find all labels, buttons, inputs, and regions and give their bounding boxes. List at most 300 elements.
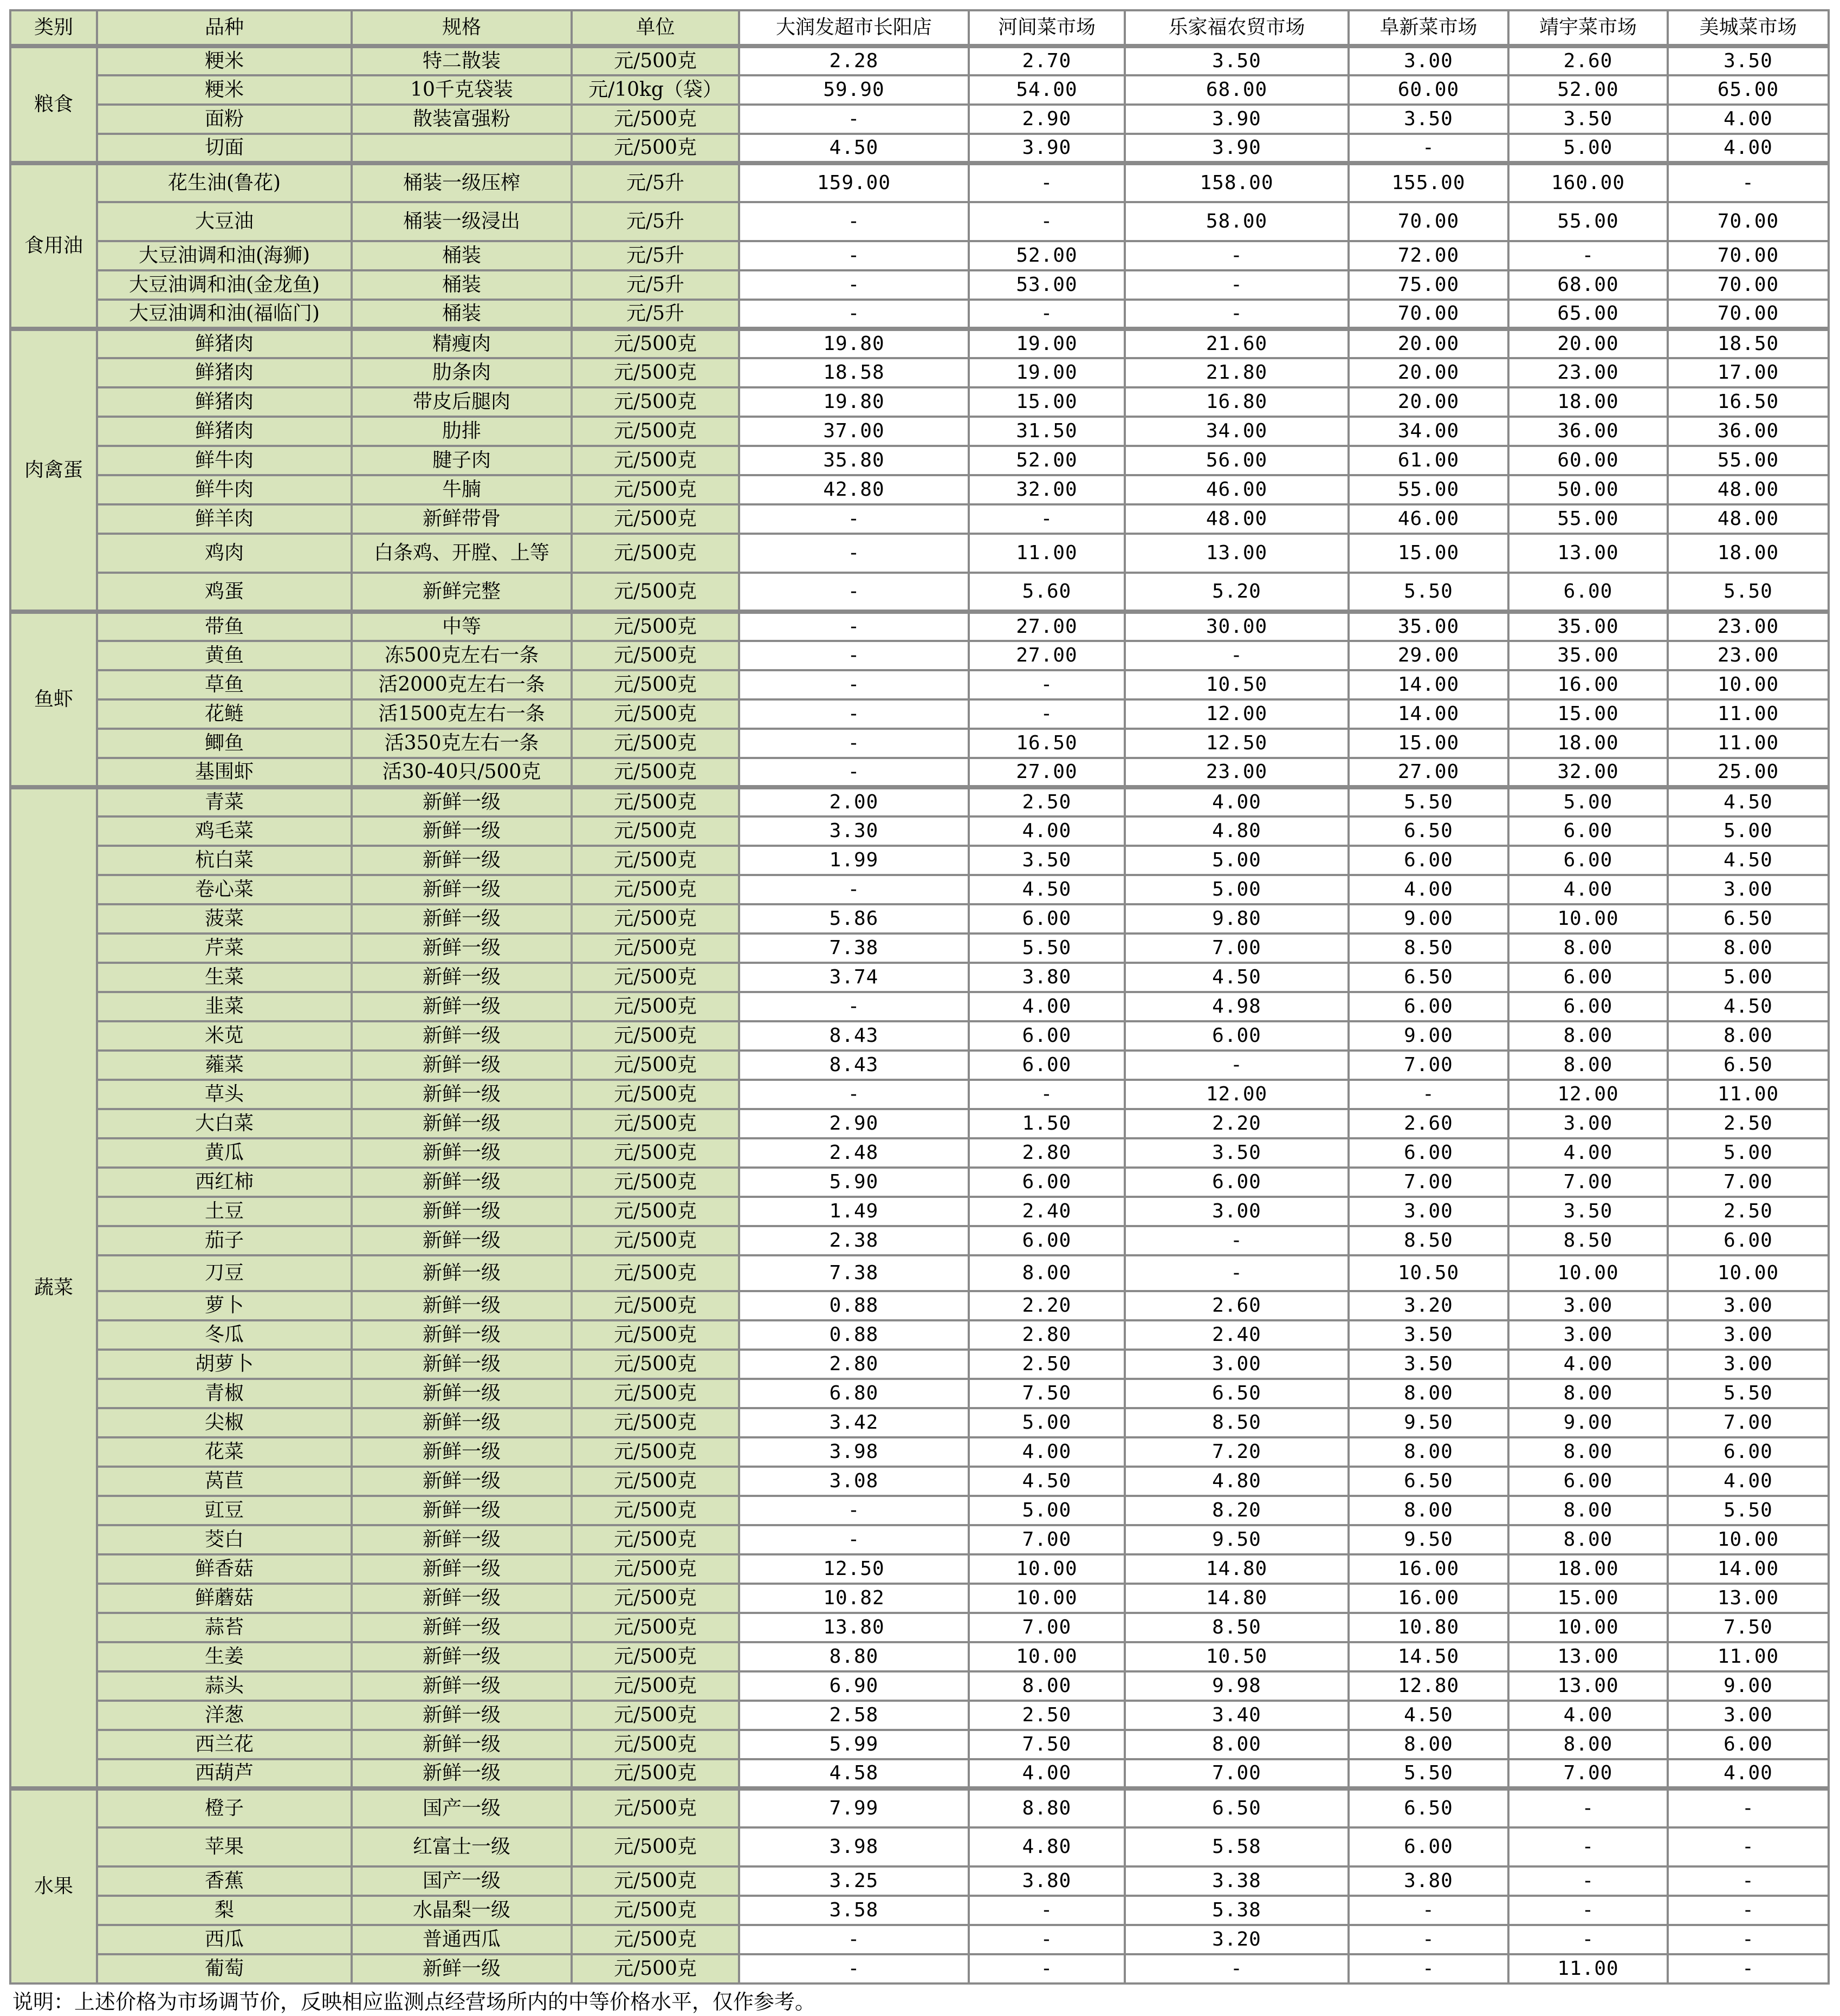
variety-cell: 生姜 <box>97 1642 352 1671</box>
price-cell: - <box>1508 1788 1668 1827</box>
price-cell: 3.74 <box>739 963 969 992</box>
header-market-jingyu: 靖宇菜市场 <box>1508 10 1668 46</box>
price-cell: - <box>1125 270 1349 300</box>
unit-cell: 元/500克 <box>572 934 739 963</box>
unit-cell: 元/500克 <box>572 1730 739 1759</box>
variety-cell: 带鱼 <box>97 612 352 641</box>
price-cell: 4.00 <box>1349 875 1508 904</box>
header-row <box>10 10 1829 46</box>
price-cell: - <box>1125 1226 1349 1255</box>
variety-cell: 葡萄 <box>97 1954 352 1983</box>
price-cell: 3.00 <box>1668 1291 1829 1320</box>
unit-cell: 元/500克 <box>572 1379 739 1408</box>
price-cell: 46.00 <box>1349 504 1508 534</box>
unit-cell: 元/500克 <box>572 1701 739 1730</box>
price-cell: 3.42 <box>739 1408 969 1437</box>
price-cell: 6.00 <box>969 1168 1125 1197</box>
spec-cell: 新鲜一级 <box>352 963 572 992</box>
price-cell: 8.50 <box>1349 1226 1508 1255</box>
table-row <box>10 1730 1829 1759</box>
price-cell: 10.82 <box>739 1584 969 1613</box>
variety-cell: 粳米 <box>97 46 352 75</box>
table-row <box>10 1320 1829 1350</box>
price-cell: 68.00 <box>1508 270 1668 300</box>
table-row <box>10 163 1829 202</box>
price-cell: 1.49 <box>739 1197 969 1226</box>
price-cell: 70.00 <box>1668 241 1829 270</box>
table-row <box>10 612 1829 641</box>
table-row <box>10 1080 1829 1109</box>
price-cell: 23.00 <box>1668 612 1829 641</box>
price-cell: 58.00 <box>1125 202 1349 241</box>
price-cell: - <box>1349 134 1508 163</box>
price-cell: 2.50 <box>969 1350 1125 1379</box>
price-cell: 4.50 <box>969 1467 1125 1496</box>
price-cell: 8.00 <box>1668 934 1829 963</box>
price-cell: 16.50 <box>1668 387 1829 417</box>
unit-cell: 元/500克 <box>572 1350 739 1379</box>
price-cell: 8.80 <box>969 1788 1125 1827</box>
price-cell: 11.00 <box>1668 699 1829 729</box>
price-cell: 6.00 <box>1508 846 1668 875</box>
price-cell: - <box>969 1925 1125 1954</box>
price-cell: 3.50 <box>1349 105 1508 134</box>
price-cell: 3.50 <box>1125 46 1349 75</box>
price-cell: 10.50 <box>1125 1642 1349 1671</box>
unit-cell: 元/500克 <box>572 1320 739 1350</box>
price-cell: 10.00 <box>969 1554 1125 1584</box>
spec-cell: 新鲜一级 <box>352 1525 572 1554</box>
price-cell: 7.00 <box>1125 1759 1349 1788</box>
price-cell: - <box>739 300 969 329</box>
price-cell: 6.50 <box>1668 904 1829 934</box>
price-cell: 9.00 <box>1349 904 1508 934</box>
variety-cell: 大豆油 <box>97 202 352 241</box>
price-cell: 8.50 <box>1125 1613 1349 1642</box>
variety-cell: 土豆 <box>97 1197 352 1226</box>
price-cell: 8.00 <box>1508 934 1668 963</box>
price-cell: 4.50 <box>1668 992 1829 1021</box>
price-cell: 18.50 <box>1668 329 1829 358</box>
table-row <box>10 846 1829 875</box>
price-cell: 5.58 <box>1125 1827 1349 1866</box>
price-cell: - <box>1125 300 1349 329</box>
price-cell: 16.00 <box>1349 1584 1508 1613</box>
variety-cell: 鲫鱼 <box>97 729 352 758</box>
unit-cell: 元/5升 <box>572 241 739 270</box>
table-row <box>10 1291 1829 1320</box>
unit-cell: 元/500克 <box>572 1496 739 1525</box>
unit-cell: 元/500克 <box>572 1866 739 1896</box>
variety-cell: 青菜 <box>97 787 352 816</box>
price-cell: 15.00 <box>1508 1584 1668 1613</box>
price-cell: - <box>1125 241 1349 270</box>
price-cell: - <box>969 300 1125 329</box>
table-row <box>10 1642 1829 1671</box>
price-cell: 8.00 <box>1508 1525 1668 1554</box>
price-cell: 6.00 <box>969 1226 1125 1255</box>
price-cell: 4.00 <box>1508 1701 1668 1730</box>
unit-cell: 元/500克 <box>572 504 739 534</box>
price-cell: 11.00 <box>1668 1080 1829 1109</box>
price-cell: 8.80 <box>739 1642 969 1671</box>
price-cell: 2.60 <box>1125 1291 1349 1320</box>
price-cell: 12.50 <box>739 1554 969 1584</box>
price-cell: 7.00 <box>1668 1408 1829 1437</box>
price-cell: - <box>1668 1896 1829 1925</box>
category-cell: 粮食 <box>10 46 97 163</box>
price-cell: 32.00 <box>969 475 1125 504</box>
spec-cell: 新鲜一级 <box>352 1613 572 1642</box>
unit-cell: 元/5升 <box>572 270 739 300</box>
price-cell: 10.00 <box>969 1584 1125 1613</box>
variety-cell: 鸡蛋 <box>97 573 352 612</box>
table-row <box>10 1954 1829 1983</box>
spec-cell: 桶装一级压榨 <box>352 163 572 202</box>
price-cell: 5.20 <box>1125 573 1349 612</box>
price-cell: - <box>969 202 1125 241</box>
price-cell: 7.00 <box>1125 934 1349 963</box>
table-row <box>10 787 1829 816</box>
price-cell: 56.00 <box>1125 446 1349 475</box>
price-cell: 6.00 <box>1125 1168 1349 1197</box>
spec-cell: 新鲜一级 <box>352 1320 572 1350</box>
spec-cell: 中等 <box>352 612 572 641</box>
price-cell: 0.88 <box>739 1291 969 1320</box>
price-cell: 52.00 <box>969 241 1125 270</box>
price-cell: 4.00 <box>1668 1759 1829 1788</box>
spec-cell: 新鲜一级 <box>352 846 572 875</box>
variety-cell: 草鱼 <box>97 670 352 699</box>
variety-cell: 茭白 <box>97 1525 352 1554</box>
price-cell: - <box>739 1496 969 1525</box>
unit-cell: 元/500克 <box>572 1584 739 1613</box>
unit-cell: 元/500克 <box>572 1291 739 1320</box>
variety-cell: 大豆油调和油(福临门) <box>97 300 352 329</box>
price-cell: 13.00 <box>1125 534 1349 573</box>
price-cell: 3.40 <box>1125 1701 1349 1730</box>
price-cell: 3.98 <box>739 1827 969 1866</box>
price-cell: - <box>1668 1788 1829 1827</box>
price-cell: 5.90 <box>739 1168 969 1197</box>
spec-cell: 新鲜一级 <box>352 1730 572 1759</box>
price-cell: 29.00 <box>1349 641 1508 670</box>
price-cell: 10.50 <box>1125 670 1349 699</box>
price-cell: 3.80 <box>969 963 1125 992</box>
price-cell: 8.00 <box>1349 1379 1508 1408</box>
variety-cell: 切面 <box>97 134 352 163</box>
unit-cell: 元/500克 <box>572 387 739 417</box>
spec-cell: 桶装 <box>352 300 572 329</box>
price-cell: 4.80 <box>1125 816 1349 846</box>
price-cell: 5.50 <box>1349 1759 1508 1788</box>
price-cell: 4.00 <box>969 1437 1125 1467</box>
price-cell: 9.50 <box>1125 1525 1349 1554</box>
category-cell: 食用油 <box>10 163 97 329</box>
table-row <box>10 1584 1829 1613</box>
unit-cell: 元/500克 <box>572 758 739 787</box>
price-cell: 3.58 <box>739 1896 969 1925</box>
price-cell: 12.80 <box>1349 1671 1508 1701</box>
price-cell: 14.00 <box>1349 670 1508 699</box>
price-cell: 3.98 <box>739 1437 969 1467</box>
spec-cell: 新鲜一级 <box>352 1496 572 1525</box>
price-cell: 10.00 <box>1508 1255 1668 1291</box>
spec-cell: 牛腩 <box>352 475 572 504</box>
price-cell: 13.00 <box>1508 1671 1668 1701</box>
price-cell: - <box>739 1925 969 1954</box>
table-row <box>10 1379 1829 1408</box>
spec-cell: 普通西瓜 <box>352 1925 572 1954</box>
unit-cell: 元/500克 <box>572 1671 739 1701</box>
price-cell: 2.38 <box>739 1226 969 1255</box>
unit-cell: 元/10kg（袋） <box>572 75 739 105</box>
variety-cell: 大豆油调和油(海狮) <box>97 241 352 270</box>
price-cell: - <box>1508 241 1668 270</box>
price-cell: 6.50 <box>1349 963 1508 992</box>
price-cell: - <box>1668 1827 1829 1866</box>
price-cell: 3.50 <box>1349 1350 1508 1379</box>
price-cell: 17.00 <box>1668 358 1829 387</box>
variety-cell: 黄瓜 <box>97 1138 352 1168</box>
spec-cell: 精瘦肉 <box>352 329 572 358</box>
price-cell: 8.00 <box>1668 1021 1829 1051</box>
price-cell: 7.99 <box>739 1788 969 1827</box>
price-cell: 5.86 <box>739 904 969 934</box>
category-cell: 鱼虾 <box>10 612 97 787</box>
variety-cell: 萝卜 <box>97 1291 352 1320</box>
price-cell: 20.00 <box>1349 358 1508 387</box>
table-row <box>10 670 1829 699</box>
price-cell: 48.00 <box>1125 504 1349 534</box>
header-market-darunfa: 大润发超市长阳店 <box>739 10 969 46</box>
table-row <box>10 816 1829 846</box>
price-cell: - <box>1508 1925 1668 1954</box>
price-cell: 8.50 <box>1349 934 1508 963</box>
price-cell: 3.30 <box>739 816 969 846</box>
price-cell: 75.00 <box>1349 270 1508 300</box>
price-cell: 3.00 <box>1349 46 1508 75</box>
price-cell: 8.20 <box>1125 1496 1349 1525</box>
price-cell: 3.50 <box>1349 1320 1508 1350</box>
spec-cell: 新鲜一级 <box>352 1379 572 1408</box>
price-cell: 6.50 <box>1668 1051 1829 1080</box>
price-cell: 4.00 <box>1668 134 1829 163</box>
variety-cell: 花生油(鲁花) <box>97 163 352 202</box>
spec-cell: 特二散装 <box>352 46 572 75</box>
price-cell: 9.50 <box>1349 1408 1508 1437</box>
table-row <box>10 1788 1829 1827</box>
price-cell: 37.00 <box>739 417 969 446</box>
price-cell: 4.00 <box>969 816 1125 846</box>
unit-cell: 元/500克 <box>572 1226 739 1255</box>
price-cell: 3.00 <box>1668 1320 1829 1350</box>
table-row <box>10 446 1829 475</box>
table-row <box>10 1554 1829 1584</box>
price-cell: - <box>739 641 969 670</box>
price-cell: 4.58 <box>739 1759 969 1788</box>
unit-cell: 元/500克 <box>572 1051 739 1080</box>
price-cell: 13.00 <box>1508 1642 1668 1671</box>
price-cell: 3.90 <box>1125 105 1349 134</box>
price-cell: - <box>1508 1827 1668 1866</box>
spec-cell <box>352 134 572 163</box>
price-cell: 3.00 <box>1508 1320 1668 1350</box>
price-cell: 20.00 <box>1508 329 1668 358</box>
variety-cell: 胡萝卜 <box>97 1350 352 1379</box>
price-cell: 4.80 <box>969 1827 1125 1866</box>
price-cell: 12.00 <box>1125 1080 1349 1109</box>
variety-cell: 鲜猪肉 <box>97 387 352 417</box>
price-cell: 2.28 <box>739 46 969 75</box>
unit-cell: 元/500克 <box>572 1642 739 1671</box>
spec-cell: 桶装 <box>352 241 572 270</box>
variety-cell: 香蕉 <box>97 1866 352 1896</box>
price-cell: 4.00 <box>1508 875 1668 904</box>
price-cell: 20.00 <box>1349 387 1508 417</box>
price-cell: - <box>739 1080 969 1109</box>
price-cell: 13.00 <box>1668 1584 1829 1613</box>
spec-cell: 新鲜一级 <box>352 875 572 904</box>
price-cell: 18.00 <box>1668 534 1829 573</box>
price-cell: 5.00 <box>969 1496 1125 1525</box>
table-row <box>10 475 1829 504</box>
variety-cell: 面粉 <box>97 105 352 134</box>
unit-cell: 元/5升 <box>572 202 739 241</box>
header-market-meicheng: 美城菜市场 <box>1668 10 1829 46</box>
table-row <box>10 270 1829 300</box>
price-cell: 6.00 <box>1125 1021 1349 1051</box>
price-cell: 72.00 <box>1349 241 1508 270</box>
table-row <box>10 134 1829 163</box>
price-cell: 2.50 <box>969 787 1125 816</box>
price-cell: 7.00 <box>969 1613 1125 1642</box>
price-cell: 8.43 <box>739 1021 969 1051</box>
spec-cell: 新鲜一级 <box>352 1291 572 1320</box>
price-cell: 6.00 <box>969 1051 1125 1080</box>
price-cell: - <box>739 729 969 758</box>
price-cell: 48.00 <box>1668 475 1829 504</box>
price-cell: 160.00 <box>1508 163 1668 202</box>
price-cell: 9.00 <box>1668 1671 1829 1701</box>
price-cell: - <box>1349 1954 1508 1983</box>
spec-cell: 新鲜一级 <box>352 1255 572 1291</box>
price-cell: 23.00 <box>1668 641 1829 670</box>
table-row <box>10 417 1829 446</box>
variety-cell: 刀豆 <box>97 1255 352 1291</box>
variety-cell: 鲜牛肉 <box>97 446 352 475</box>
spec-cell: 冻500克左右一条 <box>352 641 572 670</box>
price-cell: - <box>739 758 969 787</box>
price-cell: 70.00 <box>1668 202 1829 241</box>
price-cell: 35.00 <box>1349 612 1508 641</box>
price-cell: 55.00 <box>1349 475 1508 504</box>
variety-cell: 橙子 <box>97 1788 352 1827</box>
variety-cell: 草头 <box>97 1080 352 1109</box>
price-cell: 2.90 <box>739 1109 969 1138</box>
table-row <box>10 1197 1829 1226</box>
price-cell: 8.00 <box>1508 1437 1668 1467</box>
unit-cell: 元/500克 <box>572 1827 739 1866</box>
price-cell: 13.00 <box>1508 534 1668 573</box>
variety-cell: 菠菜 <box>97 904 352 934</box>
unit-cell: 元/500克 <box>572 963 739 992</box>
price-cell: 10.00 <box>1668 1525 1829 1554</box>
price-cell: 8.00 <box>969 1255 1125 1291</box>
variety-cell: 鲜牛肉 <box>97 475 352 504</box>
price-cell: 5.00 <box>1668 816 1829 846</box>
price-cell: 2.50 <box>969 1701 1125 1730</box>
table-row <box>10 1525 1829 1554</box>
variety-cell: 鲜猪肉 <box>97 358 352 387</box>
category-cell: 蔬菜 <box>10 787 97 1788</box>
price-cell: 4.00 <box>1125 787 1349 816</box>
price-cell: 12.50 <box>1125 729 1349 758</box>
spec-cell: 活30-40只/500克 <box>352 758 572 787</box>
spec-cell: 10千克袋装 <box>352 75 572 105</box>
price-cell: 46.00 <box>1125 475 1349 504</box>
category-cell: 肉禽蛋 <box>10 329 97 612</box>
price-cell: 6.00 <box>1508 573 1668 612</box>
price-cell: 10.00 <box>969 1642 1125 1671</box>
unit-cell: 元/500克 <box>572 1525 739 1554</box>
variety-cell: 鸡毛菜 <box>97 816 352 846</box>
price-cell: 16.50 <box>969 729 1125 758</box>
price-cell: 3.00 <box>1668 1350 1829 1379</box>
unit-cell: 元/500克 <box>572 1168 739 1197</box>
unit-cell: 元/500克 <box>572 1925 739 1954</box>
unit-cell: 元/500克 <box>572 670 739 699</box>
price-cell: 70.00 <box>1349 300 1508 329</box>
table-row <box>10 904 1829 934</box>
variety-cell: 花鲢 <box>97 699 352 729</box>
price-cell: - <box>1125 1051 1349 1080</box>
price-cell: 16.00 <box>1349 1554 1508 1584</box>
price-cell: 4.00 <box>969 992 1125 1021</box>
price-cell: - <box>1668 163 1829 202</box>
price-cell: 2.20 <box>969 1291 1125 1320</box>
price-cell: 15.00 <box>1349 534 1508 573</box>
price-cell: 11.00 <box>1668 729 1829 758</box>
header-unit: 单位 <box>572 10 739 46</box>
price-cell: 18.00 <box>1508 1554 1668 1584</box>
spec-cell: 水晶梨一级 <box>352 1896 572 1925</box>
spec-cell: 新鲜一级 <box>352 1080 572 1109</box>
variety-cell: 大白菜 <box>97 1109 352 1138</box>
price-cell: - <box>1349 1080 1508 1109</box>
variety-cell: 茄子 <box>97 1226 352 1255</box>
variety-cell: 冬瓜 <box>97 1320 352 1350</box>
price-cell: 6.50 <box>1349 1467 1508 1496</box>
price-cell: 10.00 <box>1508 904 1668 934</box>
variety-cell: 鲜羊肉 <box>97 504 352 534</box>
price-cell: 4.00 <box>969 1759 1125 1788</box>
price-cell: 61.00 <box>1349 446 1508 475</box>
price-cell: 2.50 <box>1668 1197 1829 1226</box>
spec-cell: 活350克左右一条 <box>352 729 572 758</box>
spec-cell: 红富士一级 <box>352 1827 572 1866</box>
header-market-fuxin: 阜新菜市场 <box>1349 10 1508 46</box>
price-cell: 27.00 <box>969 758 1125 787</box>
spec-cell: 新鲜一级 <box>352 1554 572 1584</box>
variety-cell: 鲜猪肉 <box>97 417 352 446</box>
price-cell: 14.80 <box>1125 1554 1349 1584</box>
price-cell: 5.00 <box>1668 963 1829 992</box>
spec-cell: 新鲜带骨 <box>352 504 572 534</box>
price-cell: - <box>739 504 969 534</box>
price-cell: 7.00 <box>1349 1051 1508 1080</box>
price-cell: - <box>1125 641 1349 670</box>
